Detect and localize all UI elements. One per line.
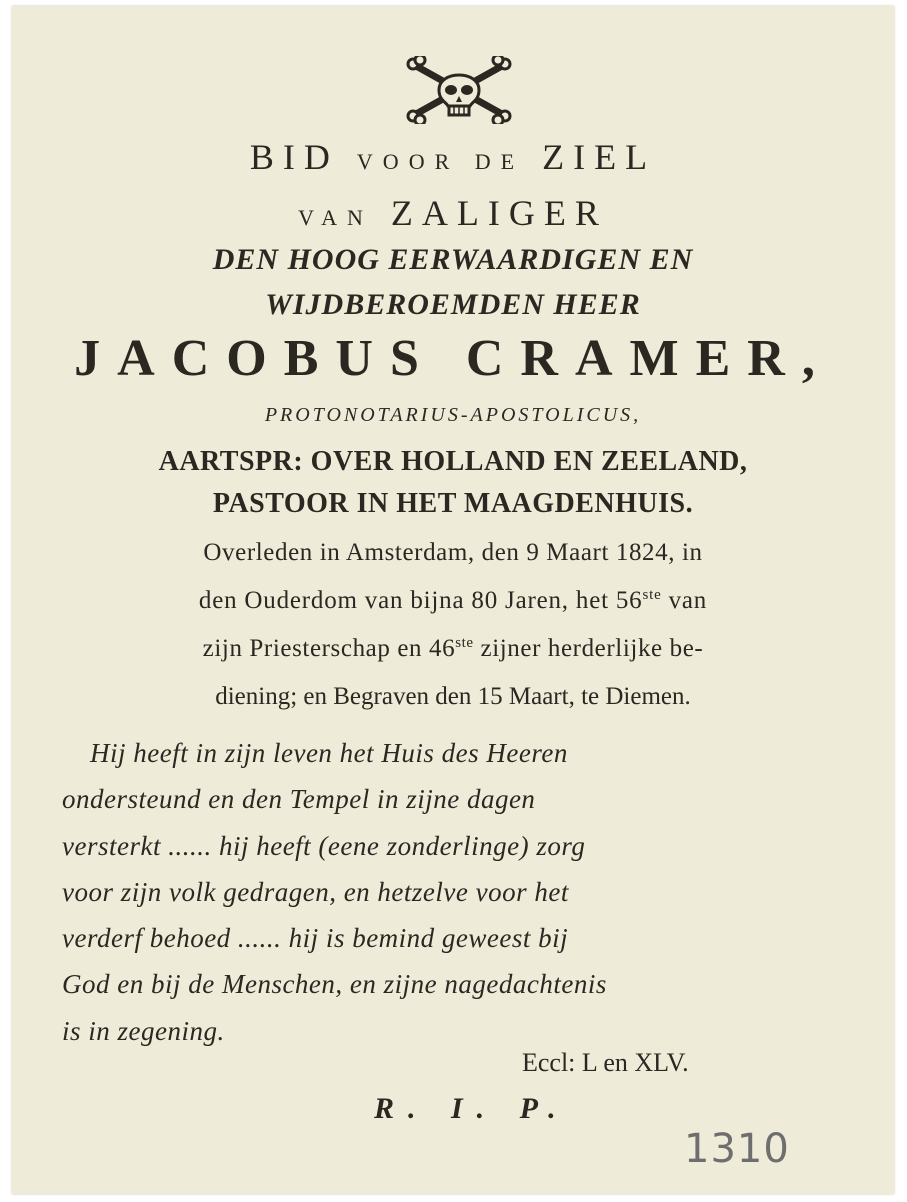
quote-line-5: verderf behoed ...... hij is bemind geweest bij (62, 923, 569, 953)
heading-zaliger: ZALIGER (390, 193, 608, 233)
heading-line-4: WIJDBEROEMDEN HEER (265, 288, 641, 321)
scripture-reference: Eccl: L en XLV. (522, 1048, 689, 1077)
death-notice-line-3-end: zijner herderlijke be- (473, 635, 704, 662)
quote-line-6: God en bij de Menschen, en zijne nagedachtenis (62, 969, 607, 999)
quote-line-7: is in zegening. (62, 1016, 225, 1046)
ordinal-suffix: ste (455, 635, 474, 651)
death-notice-line-1: Overleden in Amsterdam, den 9 Maart 1824, in (203, 539, 703, 566)
death-notice-line-4: diening; en Begraven den 15 Maart, te Diemen. (215, 683, 691, 710)
heading-line-2 (12, 192, 894, 234)
heading-line-3: DEN HOOG EERWAARDIGEN EN (212, 243, 694, 276)
rip-closing: R. I. P. (374, 1092, 570, 1125)
heading-line-1 (12, 136, 894, 178)
death-notice-line-2-text: den Ouderdom van bijna 80 Jaren, het 56 (198, 587, 643, 614)
quote-line-2: ondersteund en den Tempel in zijne dagen (62, 784, 536, 814)
title-pastoor: PASTOOR IN HET MAAGDENHUIS. (212, 488, 694, 519)
memorial-card (12, 6, 894, 1194)
heading-voor-de: VOOR DE (356, 149, 525, 174)
deceased-name: JACOBUS CRAMER, (74, 330, 832, 387)
title-aartspriester: AARTSPR: OVER HOLLAND EN ZEELAND, (158, 446, 748, 477)
ordinal-suffix: ste (642, 587, 662, 603)
skull-crossbones-icon (404, 56, 514, 124)
heading-bid: BID (249, 137, 339, 177)
death-notice-line-2 (12, 587, 894, 615)
quote-line-4: voor zijn volk gedragen, en hetzelve voor het (62, 877, 569, 907)
quote-line-3: versterkt ...... hij heeft (eene zonderlinge) zorg (62, 831, 586, 861)
heading-van: VAN (298, 205, 373, 230)
title-protonotarius: PROTONOTARIUS-APOSTOLICUS, (264, 404, 642, 426)
death-notice-line-3-text: zijn Priesterschap en 46 (202, 635, 456, 662)
heading-ziel: ZIEL (542, 137, 657, 177)
death-notice-line-3 (12, 635, 894, 663)
inventory-number: 1310 (684, 1126, 790, 1172)
quote-line-1: Hij heeft in zijn leven het Huis des Heeren (90, 738, 568, 768)
death-notice-line-2-end: van (661, 587, 708, 614)
